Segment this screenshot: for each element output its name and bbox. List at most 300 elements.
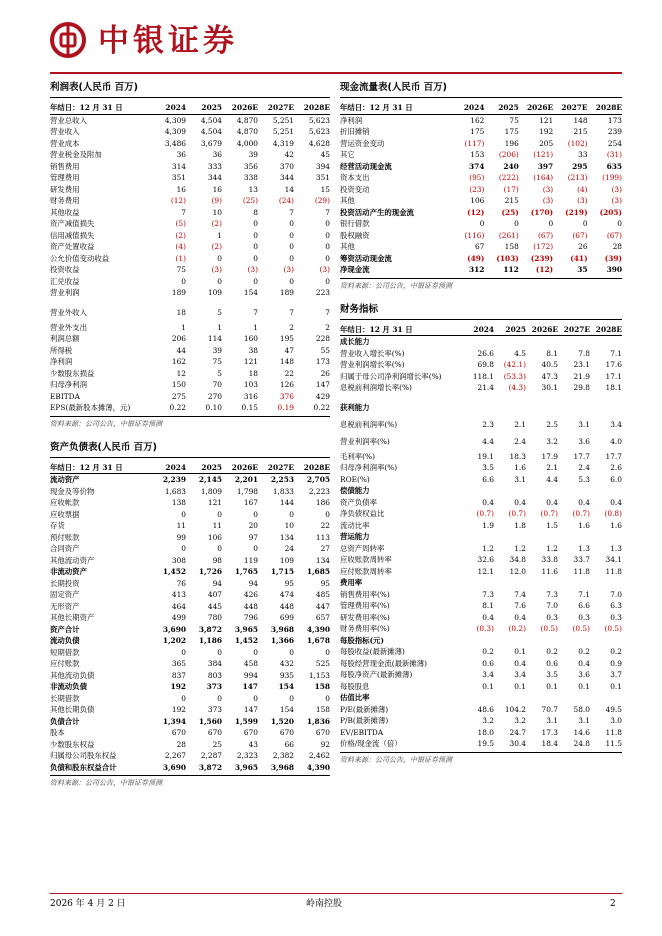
row-value: 106 <box>470 196 485 205</box>
row-label: 投资收益 <box>50 265 80 274</box>
row-value: 32.6 <box>477 555 494 564</box>
row-value: (31) <box>606 150 622 159</box>
row-value: 0.2 <box>482 647 494 656</box>
row-value: (5) <box>175 219 186 228</box>
row-value: 6.6 <box>578 601 590 610</box>
row-value: 2,239 <box>162 475 186 484</box>
row-value: 3.1 <box>546 716 558 725</box>
row-value: 426 <box>243 590 258 599</box>
row-value <box>462 577 494 589</box>
row-value: 103 <box>243 380 258 389</box>
row-value: 3.1 <box>578 420 590 430</box>
row-value: 92 <box>320 739 330 749</box>
row-value: 1.2 <box>514 543 526 553</box>
row-value: 0 <box>253 219 258 228</box>
row-value: 0 <box>253 242 258 251</box>
table-row <box>340 195 622 207</box>
row-value: 0.4 <box>578 658 590 668</box>
row-value: (39) <box>604 253 622 263</box>
row-value: 24 <box>284 544 294 553</box>
row-value: (121) <box>533 150 554 159</box>
table-row <box>340 336 622 348</box>
row-value: 70.7 <box>541 704 558 714</box>
row-value: 4.5 <box>514 348 526 358</box>
row-value: 29.8 <box>573 383 590 392</box>
row-value: 70 <box>212 380 222 389</box>
row-label: 流动资产 <box>50 475 80 484</box>
column-header-year: 2027E <box>258 102 294 114</box>
row-value: 7.3 <box>546 589 558 599</box>
row-value: (103) <box>496 253 519 263</box>
row-value: 935 <box>279 670 294 680</box>
table-row <box>50 184 330 196</box>
row-label: 公允价值变动收益 <box>50 253 110 263</box>
table-row <box>340 738 622 750</box>
table-row <box>50 356 330 368</box>
row-value: 16 <box>176 184 186 194</box>
row-value: (170) <box>530 207 554 217</box>
row-value: 192 <box>539 127 554 136</box>
row-value: 0.3 <box>578 612 590 622</box>
row-value: 4,390 <box>306 762 330 772</box>
table-row <box>340 543 622 555</box>
row-value: 94 <box>212 578 222 588</box>
table-row <box>340 348 622 360</box>
row-value: 2,267 <box>164 751 186 760</box>
column-header-year: 2027E <box>558 324 590 336</box>
row-label: 费用率 <box>340 578 363 587</box>
row-value: 121 <box>207 498 222 507</box>
row-label: 流动比率 <box>340 520 370 530</box>
table-row <box>340 623 622 635</box>
row-label: 成长能力 <box>340 337 370 346</box>
row-value: 34.8 <box>509 555 526 564</box>
row-value: 5.3 <box>578 474 590 484</box>
row-value: 27 <box>320 544 330 553</box>
row-value: 12 <box>176 368 186 378</box>
row-value: 158 <box>504 242 519 251</box>
row-value: 994 <box>243 670 258 680</box>
row-value: 173 <box>607 115 622 125</box>
row-value: 1.2 <box>482 543 494 553</box>
footer-rule <box>50 893 622 894</box>
row-value: 0.22 <box>169 403 186 412</box>
row-value: 0.3 <box>546 612 558 622</box>
row-value: 47 <box>284 345 294 355</box>
row-value: 7.6 <box>514 601 526 610</box>
row-value: 118.1 <box>472 371 494 381</box>
row-value: 121 <box>243 357 258 366</box>
row-value: 2,253 <box>270 475 294 484</box>
row-label: 研发费用率(%) <box>340 612 390 622</box>
row-value: 134 <box>315 555 330 565</box>
row-value: 2,223 <box>308 486 330 496</box>
row-value: 239 <box>607 127 622 136</box>
row-value: 2 <box>325 322 330 332</box>
row-value: 0.1 <box>610 681 622 691</box>
row-value: 7.3 <box>482 589 494 599</box>
row-value: 1,394 <box>162 716 186 726</box>
row-value: 167 <box>243 498 258 507</box>
row-value: 670 <box>243 728 258 737</box>
row-label: 经营活动现金流 <box>340 161 392 171</box>
row-value: 3.1 <box>578 716 590 725</box>
row-value: (2) <box>211 219 222 228</box>
row-value: 1.3 <box>578 543 590 553</box>
row-label: 其他流动资产 <box>50 555 95 565</box>
row-value: 0 <box>217 693 222 703</box>
row-value: 17.9 <box>541 451 558 461</box>
table-row <box>340 681 622 693</box>
table-row <box>340 371 622 383</box>
table-row <box>50 716 330 728</box>
row-value: 26 <box>320 368 330 378</box>
row-value: 0 <box>181 276 186 286</box>
row-label: 净利润 <box>340 115 363 125</box>
row-value: 11.5 <box>605 739 622 748</box>
row-value: (25) <box>501 207 519 217</box>
row-label: 其他流动负债 <box>50 670 95 680</box>
row-value: (3) <box>577 196 588 205</box>
table-row <box>340 241 622 253</box>
row-value: 0 <box>325 509 330 519</box>
row-value: 780 <box>207 613 222 622</box>
row-value: 7 <box>289 207 294 217</box>
row-value: 215 <box>573 127 588 136</box>
row-value: 3.4 <box>482 670 494 679</box>
row-label: 营运能力 <box>340 532 370 541</box>
row-value: 43 <box>248 739 258 749</box>
row-value: 308 <box>171 555 186 565</box>
row-value: 76 <box>176 578 186 588</box>
table-row <box>340 577 622 589</box>
column-header-year: 2028E <box>590 324 622 336</box>
row-value <box>590 400 622 417</box>
row-value: 1,685 <box>306 567 330 576</box>
row-value: 1 <box>253 322 258 332</box>
row-value: 635 <box>606 161 622 171</box>
row-label: 银行借款 <box>340 219 370 228</box>
row-value: 148 <box>573 115 588 125</box>
row-value: 17.1 <box>605 371 622 381</box>
table-row <box>50 578 330 590</box>
row-label: 资产负债率 <box>340 497 377 507</box>
row-value: 134 <box>279 532 294 542</box>
row-value: 2,201 <box>234 475 258 484</box>
column-header-year: 2025 <box>186 102 222 114</box>
row-value: 447 <box>315 601 330 611</box>
row-label: 少数股东损益 <box>50 368 95 378</box>
row-value <box>558 577 590 589</box>
row-value <box>558 692 590 704</box>
row-value: 1,520 <box>270 716 294 726</box>
column-header-year: 2028E <box>588 102 622 114</box>
row-value: 384 <box>207 659 222 668</box>
row-value: 6.0 <box>610 474 622 484</box>
row-value: 4,870 <box>236 115 258 125</box>
table-row <box>50 161 330 173</box>
row-label: 毛利率(%) <box>340 451 375 461</box>
row-value: 0.6 <box>482 658 494 668</box>
row-value: 196 <box>504 138 519 148</box>
row-value: 3.2 <box>482 716 494 725</box>
row-value: 458 <box>243 659 258 668</box>
row-value: 98 <box>212 555 222 565</box>
row-value: 0 <box>217 509 222 519</box>
row-value: 24.7 <box>509 727 526 737</box>
row-value: 1,599 <box>234 716 258 726</box>
row-value: 370 <box>279 161 294 171</box>
row-value: (117) <box>464 138 485 148</box>
column-header-label: 年结日：12 月 31 日 <box>50 102 150 114</box>
table-row <box>340 218 622 230</box>
row-label: 估值比率 <box>340 693 370 702</box>
row-label: 少数股东权益 <box>50 739 95 749</box>
row-value: 38 <box>248 345 258 355</box>
row-value: 0 <box>289 509 294 519</box>
row-value: 24.8 <box>573 739 590 748</box>
row-value: 112 <box>503 265 519 274</box>
row-value: 18 <box>176 308 186 318</box>
row-label: 预付账款 <box>50 532 80 542</box>
row-value: 525 <box>315 659 330 668</box>
row-value <box>494 336 526 348</box>
row-label: 管理费用率(%) <box>340 601 390 610</box>
row-value: 3,968 <box>270 762 294 772</box>
row-label: 总资产周转率 <box>340 543 385 553</box>
table-row <box>50 218 330 230</box>
row-label: 应收票据 <box>50 509 80 519</box>
row-value: 0.1 <box>546 681 558 691</box>
row-value: 0.22 <box>313 403 330 412</box>
row-value: 18.0 <box>477 727 494 737</box>
row-label: 折旧摊销 <box>340 127 370 136</box>
row-value: 4,000 <box>236 138 258 148</box>
row-value: 1,683 <box>164 486 186 496</box>
row-value: 8.1 <box>546 348 558 358</box>
row-label: 每股净资产(最新摊薄) <box>340 670 413 679</box>
column-header-year: 2028E <box>294 102 330 114</box>
row-value: 11 <box>176 521 186 530</box>
column-header-year: 2024 <box>150 102 186 114</box>
row-value <box>590 485 622 497</box>
row-value: (12) <box>170 196 186 205</box>
row-value <box>494 692 526 704</box>
table-row <box>340 264 622 276</box>
row-value: 113 <box>315 532 330 542</box>
table-row <box>340 589 622 601</box>
row-value: 7.8 <box>578 348 590 358</box>
column-header-year: 2026E <box>526 324 558 336</box>
row-value: 333 <box>207 161 222 171</box>
row-value: 1,153 <box>308 670 330 680</box>
table-row <box>340 172 622 184</box>
table-row <box>50 647 330 659</box>
row-label: 资产合计 <box>50 624 80 634</box>
row-value: 0 <box>217 544 222 553</box>
row-value: (0.5) <box>604 624 622 633</box>
row-value: 374 <box>468 161 485 171</box>
row-value: 0 <box>582 219 588 228</box>
row-label: 所得税 <box>50 345 73 355</box>
row-value: 1,833 <box>272 486 294 496</box>
row-value: 0 <box>217 253 222 263</box>
row-value: (4) <box>175 242 186 251</box>
row-value: 1,715 <box>270 567 294 576</box>
row-label: 每股股息 <box>340 681 370 691</box>
row-label: 其它 <box>340 150 355 159</box>
row-label: 销售费用率(%) <box>340 589 390 599</box>
row-value: 0 <box>253 647 258 657</box>
row-value: 5,623 <box>308 115 330 125</box>
row-value: 95 <box>320 578 330 588</box>
row-value: 499 <box>171 613 186 622</box>
row-value: 0 <box>325 242 330 251</box>
table-row <box>340 715 622 727</box>
row-value: 7 <box>325 308 330 318</box>
row-value: 3,965 <box>234 624 258 634</box>
row-value: 109 <box>279 555 294 565</box>
row-value: 1.6 <box>610 520 622 530</box>
row-value: 0.10 <box>205 403 222 412</box>
row-value: 75 <box>509 115 519 125</box>
row-value: 4.4 <box>482 437 494 447</box>
row-value: 148 <box>279 357 294 366</box>
row-value: 4,628 <box>308 138 330 148</box>
row-label: 偿债能力 <box>340 486 370 495</box>
row-value: (2) <box>211 242 222 251</box>
brand-name: 中银证券 <box>98 23 238 59</box>
table-row <box>50 333 330 345</box>
row-value: 109 <box>207 288 222 297</box>
row-value: 3,690 <box>162 762 186 772</box>
footer-company: 岭南控股 <box>306 899 343 909</box>
row-value: (116) <box>464 230 485 240</box>
row-value: 11.8 <box>605 566 622 576</box>
row-value: 2,145 <box>198 475 222 484</box>
row-value: 28 <box>176 739 186 749</box>
row-label: ROE(%) <box>340 474 370 484</box>
table-row <box>340 508 622 520</box>
row-value: 104.2 <box>504 704 526 714</box>
row-value: 75 <box>212 357 222 366</box>
row-value: 19.1 <box>477 451 494 461</box>
row-value: 699 <box>279 613 294 622</box>
row-value <box>590 577 622 589</box>
row-value: 0.3 <box>610 612 622 622</box>
row-value: (261) <box>498 230 519 240</box>
row-value: 3.7 <box>610 670 622 679</box>
table-row <box>340 658 622 670</box>
row-value <box>590 635 622 647</box>
row-value: 11 <box>212 521 222 530</box>
row-value <box>462 635 494 647</box>
row-label: 营业成本 <box>50 138 80 148</box>
row-value: 158 <box>314 682 330 691</box>
row-value: 1,798 <box>236 486 258 496</box>
table-row <box>50 509 330 521</box>
row-value: 2.6 <box>610 463 622 472</box>
row-value <box>526 577 558 589</box>
table-row <box>50 739 330 751</box>
row-label: 营业税金及附加 <box>50 150 102 159</box>
table-row <box>50 555 330 567</box>
row-value: (2) <box>175 230 186 240</box>
row-value: 407 <box>207 590 222 599</box>
row-value <box>494 531 526 543</box>
row-value: 7.0 <box>610 589 622 599</box>
row-value: 1.6 <box>578 520 590 530</box>
row-value: 670 <box>207 728 222 737</box>
row-label: 每股指标(元) <box>340 635 384 645</box>
table-row <box>50 635 330 647</box>
row-label: 投资活动产生的现金流 <box>340 207 414 217</box>
row-value: 803 <box>207 670 222 680</box>
row-label: 资产处置收益 <box>50 242 95 251</box>
row-label: 营运资金变动 <box>340 138 385 148</box>
table-row <box>50 253 330 265</box>
row-value: 192 <box>170 682 186 691</box>
table-row <box>50 474 330 486</box>
row-value: 3.4 <box>610 420 622 430</box>
row-label: 净现金流 <box>340 265 370 274</box>
row-value: 0 <box>253 230 258 240</box>
column-header-year: 2026E <box>222 462 258 474</box>
row-value: (9) <box>211 196 222 205</box>
row-value: 42 <box>284 150 294 159</box>
row-value: 657 <box>315 613 330 622</box>
row-value: 1,452 <box>234 636 258 645</box>
table-row <box>340 149 622 161</box>
row-value: 1.5 <box>546 520 558 530</box>
table-row <box>340 554 622 566</box>
row-value: (3) <box>542 184 554 194</box>
row-value: 1.6 <box>514 463 526 472</box>
row-value: 448 <box>279 601 294 611</box>
row-value: 338 <box>243 173 258 182</box>
row-value: 189 <box>279 288 294 297</box>
row-value: 119 <box>243 555 258 565</box>
table-row <box>340 161 622 173</box>
table-header-row <box>340 102 622 114</box>
row-value: (0.7) <box>476 509 494 518</box>
row-value: 1,186 <box>198 636 222 645</box>
table-row <box>50 486 330 498</box>
row-value: 0 <box>289 647 294 657</box>
row-value: (49) <box>467 253 485 263</box>
row-value: 10 <box>284 521 294 530</box>
row-value: (4.3) <box>508 383 526 392</box>
row-value: 173 <box>315 357 330 366</box>
row-label: 价格/现金流（倍） <box>340 739 402 748</box>
row-value: 17.3 <box>541 727 558 737</box>
row-label: 营业外收入 <box>50 308 87 318</box>
table-row <box>50 532 330 544</box>
table-row <box>340 138 622 150</box>
table-row <box>340 520 622 532</box>
row-value: 18.3 <box>509 451 526 461</box>
row-value: 3.0 <box>610 716 622 725</box>
table-row <box>340 600 622 612</box>
row-value: 0 <box>325 253 330 263</box>
row-value <box>494 577 526 589</box>
row-value: 2.1 <box>546 463 558 472</box>
row-value: 4,504 <box>200 127 222 136</box>
row-value: 7 <box>289 308 294 318</box>
row-value: 0 <box>479 219 485 228</box>
row-label: 营业利润 <box>50 288 80 297</box>
row-value: 3,872 <box>198 624 222 634</box>
